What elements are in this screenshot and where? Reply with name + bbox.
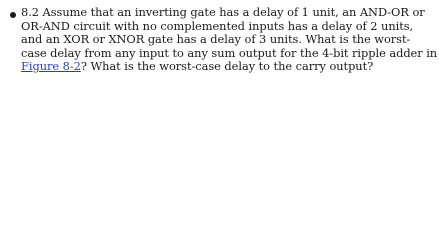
problem-line-1 <box>21 6 437 20</box>
problem-line-5-text: ? What is the worst-case delay to the carry output? <box>80 59 374 74</box>
problem-line-3: and an XOR or XNOR gate has a delay of 3 units. What is the worst- <box>21 32 411 47</box>
bullet-icon <box>10 12 16 18</box>
problem-number: 8.2 <box>21 5 39 19</box>
figure-link[interactable]: Figure 8-2 <box>21 59 81 74</box>
problem-line-5 <box>21 60 437 74</box>
problem-item <box>10 5 438 74</box>
problem-line-1-text: Assume that an inverting gate has a delay of 1 unit, an AND-OR or <box>42 5 425 19</box>
problem-line-4: case delay from any input to any sum output for the 4-bit ripple adder in <box>21 45 438 60</box>
problem-text <box>21 6 437 74</box>
problem-line-2: OR-AND circuit with no complemented inputs has a delay of 2 units, <box>21 18 414 33</box>
